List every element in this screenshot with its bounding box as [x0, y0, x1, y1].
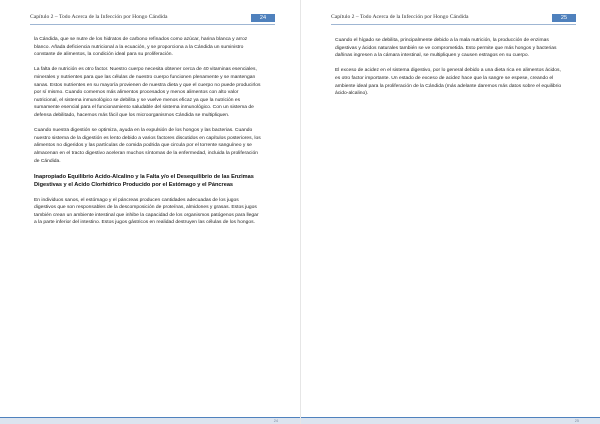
- page-footer: [0, 417, 300, 424]
- page-header: [331, 14, 576, 25]
- paragraph: Cuando nuestra digestión se optimiza, ayuda en la expulsión de los hongos y las bacterias. Cuando nuestro sistema de la digestión es lento debido a varios factores discutidos en capítulos posteriores, los alimentos no digeridos y las partículas de comida podrida que circula por el torrente sanguíneo y se almacenan en el tracto digestivo aceleran muchos síntomas de la enfermedad, incluida la proliferación de Cándida.: [34, 128, 261, 164]
- page-footer: [301, 417, 600, 424]
- section-heading: Inapropiado Equilibrio Acido-Alcalino y la Falta y/o el Desequilibrio de las Enzimas Digestivas y el Acido Clorhídrico Producido por el Estómago y el Páncreas: [34, 173, 254, 188]
- page-number-badge: 24: [251, 14, 275, 22]
- page-number-badge: 25: [552, 14, 576, 22]
- footer-page-number: 24: [273, 419, 278, 423]
- paragraph: En individuos sanos, el estómago y el páncreas producen cantidades adecuadas de los jugos digestivos que son responsables de la descomposición de proteínas, almidones y grasas. Estos jugos también crean un ambiente intestinal que inhibe la capacidad de los organismos patógenos para llegar a la parte inferior del intestino. Estos jugos gástricos en realidad destruyen las células de los hongos.: [34, 197, 259, 226]
- footer-page-number: 25: [574, 419, 579, 423]
- page-header: [30, 14, 275, 25]
- paragraph: la Cándida, que se nutre de los hidratos de carbono refinados como azúcar, harina blanca y arroz blanco. Añada deficiencia nutricional a la ecuación, y se proporciona a la Cándida un suministro constante de alimentos, la condición ideal para su proliferación.: [34, 37, 248, 58]
- right-page: [300, 0, 600, 424]
- paragraph: Cuando el hígado se debilita, principalmente debido a la mala nutrición, la producción de enzimas digestivas y ácidos naturales también se ve comprometida. Esto permite que más hongos y bacterias dañinas ingresen a la cámara intestinal, se multipliquen y causen estragos en su cuerpo.: [335, 38, 557, 59]
- page-body: [335, 37, 563, 105]
- header-title: Capítulo 2 – Todo Acerca de la Infección por Hongo Cándida: [30, 14, 168, 20]
- paragraph: El exceso de acidez en el sistema digestivo, por lo general debido a una dieta rica en alimentos ácidos, es otro factor importante. Un estado de exceso de acidez hace que la sangre se espese, creando el ambiente ideal para la proliferación de la Cándida (más adelante daremos más datos sobre el equilibrio ácido-alcalino).: [335, 68, 562, 97]
- paragraph: La falta de nutrición es otro factor. Nuestro cuerpo necesita obtener cerca de 40 vitaminas esenciales, minerales y nutrientes para que las células de nuestro cuerpo funcionen plenamente y se mantengan sanas. Estos nutrientes en su mayoría provienen de nuestra dieta y que el cuerpo no puede producirlos por sí mismo. Cuando comemos más alimentos procesados y menos alimentos con alto valor nutricional, el sistema inmunológico se debilita y se vuelve menos eficaz ya que la nutrición es sumamente esencial para el funcionamiento saludable del sistema inmunológico. Con un sistema de defensa debilitado, hacemos más fácil que los microorganismos Cándida se multipliquen.: [34, 67, 261, 118]
- page-body: [34, 36, 262, 235]
- header-title: Capítulo 2 – Todo Acerca de la Infección por Hongo Cándida: [331, 14, 469, 20]
